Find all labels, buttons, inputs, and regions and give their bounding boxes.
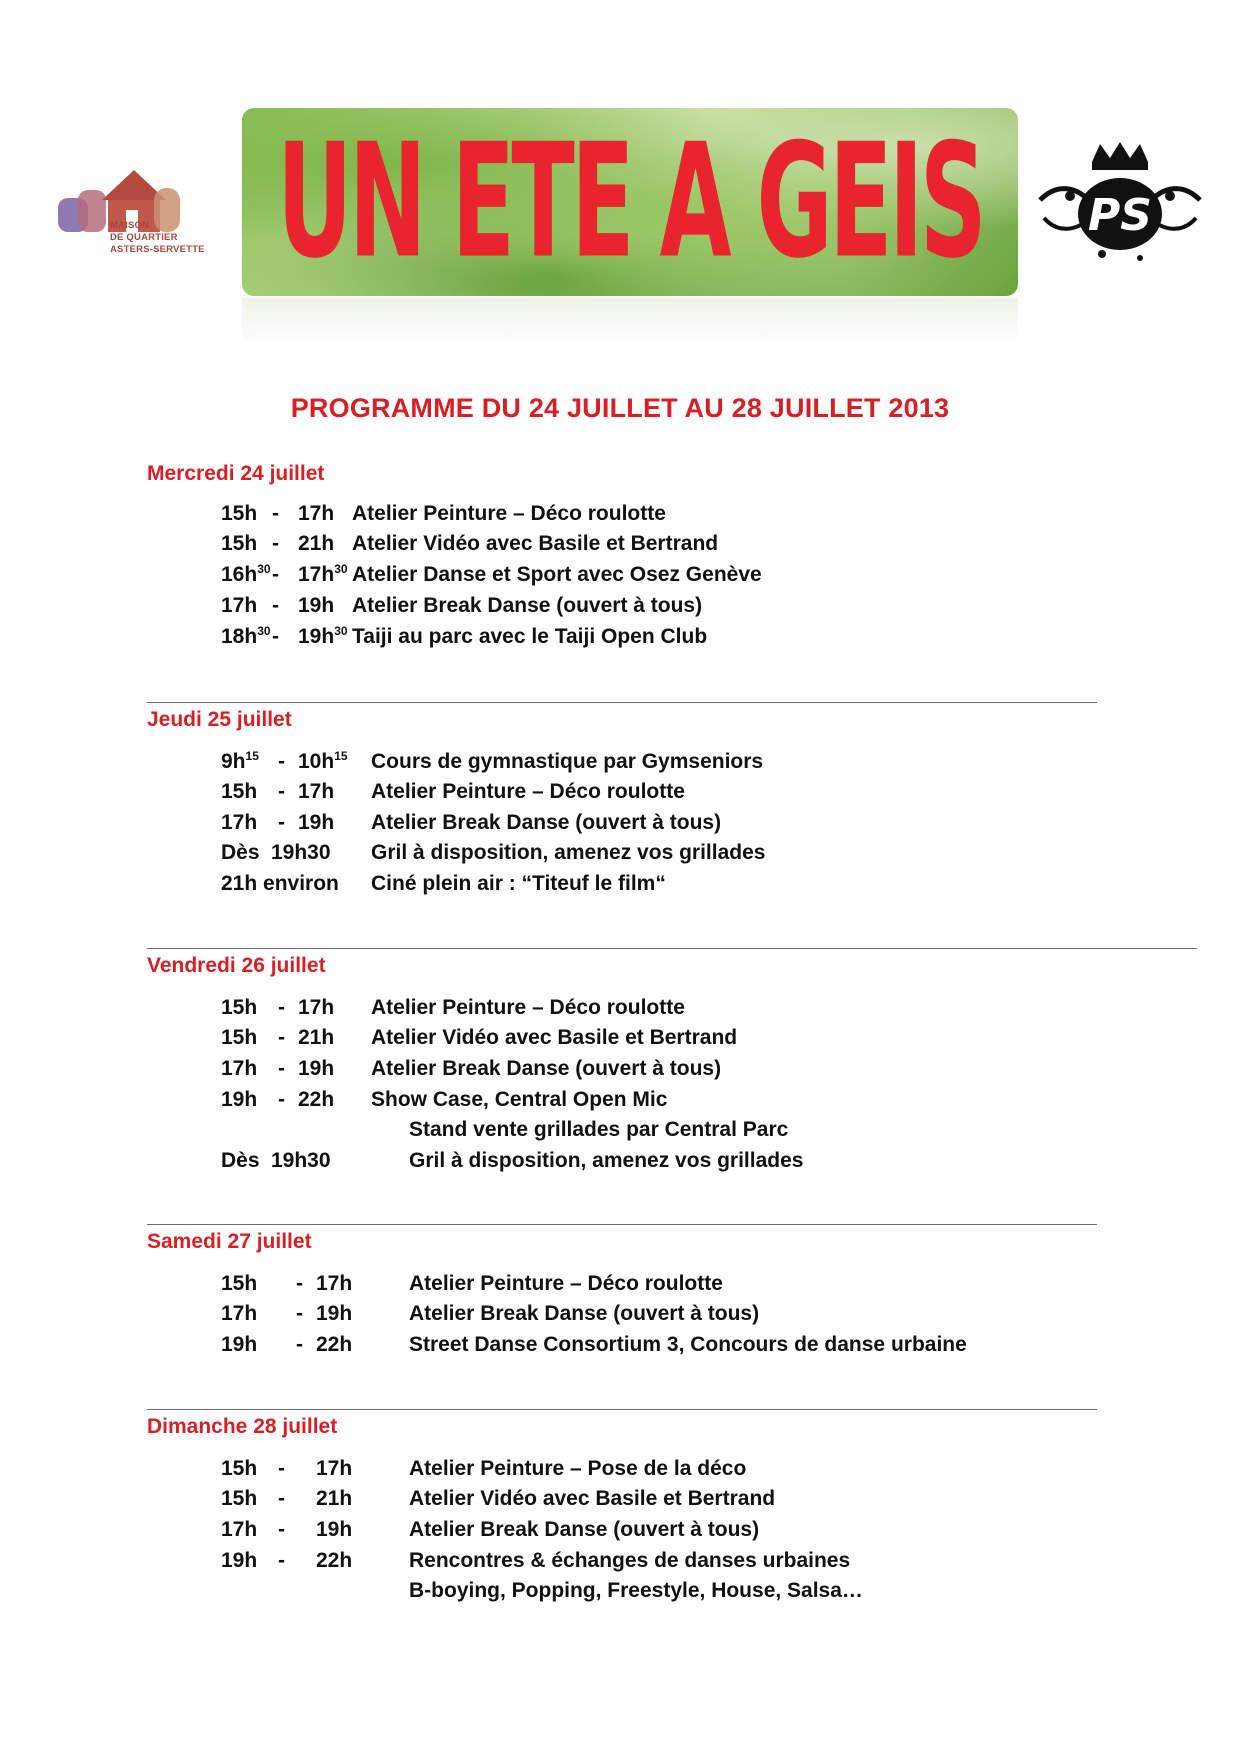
day-header: Mercredi 24 juillet bbox=[147, 462, 325, 485]
start-time: Dès bbox=[221, 1149, 260, 1172]
start-time: 15h bbox=[221, 1026, 258, 1049]
start-time: 15h bbox=[221, 1272, 258, 1295]
time-separator: - bbox=[278, 1518, 285, 1541]
page-title: PROGRAMME DU 24 JUILLET AU 28 JUILLET 2013 bbox=[290, 393, 950, 423]
day-header: Vendredi 26 juillet bbox=[147, 954, 326, 977]
end-time: 17h bbox=[298, 996, 335, 1019]
start-time: 21h environ bbox=[221, 872, 339, 895]
activity-label: Atelier Peinture – Pose de la déco bbox=[409, 1457, 747, 1480]
banner-title: UN ETE A GEIS bbox=[276, 110, 984, 294]
activity-label: Atelier Break Danse (ouvert à tous) bbox=[409, 1518, 760, 1541]
end-time: 17h bbox=[316, 1457, 353, 1480]
activity-label: Atelier Break Danse (ouvert à tous) bbox=[371, 811, 722, 834]
activity-label: Atelier Vidéo avec Basile et Bertrand bbox=[371, 1026, 738, 1049]
time-separator: - bbox=[272, 502, 279, 525]
activity-label: Atelier Peinture – Déco roulotte bbox=[409, 1272, 723, 1295]
activity-label: Show Case, Central Open Mic bbox=[371, 1088, 668, 1111]
start-time-minutes: 15 bbox=[245, 749, 259, 763]
end-time: 21h bbox=[298, 1026, 335, 1049]
ps-logo bbox=[1030, 140, 1210, 280]
end-time: 19h bbox=[316, 1518, 353, 1541]
time-separator: - bbox=[296, 1333, 303, 1356]
activity-label: Atelier Vidéo avec Basile et Bertrand bbox=[409, 1487, 776, 1510]
end-time: 17h bbox=[298, 780, 335, 803]
time-separator: - bbox=[278, 996, 285, 1019]
ps-crown-logo-icon bbox=[1030, 140, 1210, 280]
start-time: 15h bbox=[221, 780, 258, 803]
end-time: $17h^{30}$ bbox=[298, 562, 348, 586]
activity-label: Atelier Danse et Sport avec Osez Genève bbox=[352, 563, 762, 586]
maison-quartier-label: MAISON DE QUARTIER ASTERS-SERVETTE bbox=[110, 220, 205, 255]
start-time: 15h bbox=[221, 996, 258, 1019]
end-time: 22h bbox=[316, 1549, 353, 1572]
start-time: 15h bbox=[221, 1487, 258, 1510]
activity-label: Atelier Break Danse (ouvert à tous) bbox=[352, 594, 703, 617]
time-separator: - bbox=[278, 1026, 285, 1049]
end-time-minutes: 15 bbox=[334, 749, 348, 763]
start-time: 19h bbox=[221, 1333, 258, 1356]
end-time: 21h bbox=[316, 1487, 353, 1510]
day-header: Jeudi 25 juillet bbox=[147, 708, 292, 731]
end-time: 22h bbox=[316, 1333, 353, 1356]
start-time-minutes: 30 bbox=[257, 562, 271, 576]
end-time: 17h bbox=[298, 502, 335, 525]
start-time: 15h bbox=[221, 532, 258, 555]
activity-label: Gril à disposition, amenez vos grillades bbox=[371, 841, 766, 864]
end-time: 19h30 bbox=[271, 841, 331, 864]
start-time: $9h^{15}$ bbox=[221, 749, 259, 773]
end-time-minutes: 30 bbox=[334, 562, 348, 576]
end-time: 19h30 bbox=[271, 1149, 331, 1172]
end-time: 21h bbox=[298, 532, 335, 555]
end-time: 17h bbox=[316, 1272, 353, 1295]
start-time: 19h bbox=[221, 1088, 258, 1111]
time-separator: - bbox=[272, 563, 279, 586]
day-header: Dimanche 28 juillet bbox=[147, 1415, 338, 1438]
activity-label: Atelier Peinture – Déco roulotte bbox=[371, 780, 685, 803]
time-separator: - bbox=[278, 1057, 285, 1080]
time-separator: - bbox=[278, 1457, 285, 1480]
day-separator bbox=[147, 1409, 1097, 1410]
banner-image bbox=[242, 108, 1018, 296]
start-time: 15h bbox=[221, 1457, 258, 1480]
activity-label: Atelier Vidéo avec Basile et Bertrand bbox=[352, 532, 719, 555]
end-time: 19h bbox=[298, 811, 335, 834]
time-separator: - bbox=[272, 594, 279, 617]
time-separator: - bbox=[272, 625, 279, 648]
time-separator: - bbox=[296, 1272, 303, 1295]
time-separator: - bbox=[278, 811, 285, 834]
start-time: $16h^{30}$ bbox=[221, 562, 271, 586]
time-separator: - bbox=[278, 750, 285, 773]
time-separator: - bbox=[296, 1302, 303, 1325]
time-separator: - bbox=[278, 1549, 285, 1572]
start-time: 15h bbox=[221, 502, 258, 525]
day-header: Samedi 27 juillet bbox=[147, 1230, 312, 1253]
banner-reflection bbox=[242, 298, 1018, 346]
end-time: $19h^{30}$ bbox=[298, 624, 348, 648]
activity-label: Taiji au parc avec le Taiji Open Club bbox=[352, 625, 708, 648]
activity-label: Ciné plein air : “Titeuf le film“ bbox=[371, 872, 666, 895]
svg-text:PS: PS bbox=[1088, 190, 1152, 241]
end-time: 19h bbox=[316, 1302, 353, 1325]
start-time: 17h bbox=[221, 594, 258, 617]
activity-label: Atelier Break Danse (ouvert à tous) bbox=[409, 1302, 760, 1325]
activity-label: Street Danse Consortium 3, Concours de danse urbaine bbox=[409, 1333, 967, 1356]
end-time-minutes: 30 bbox=[334, 624, 348, 638]
start-time: 17h bbox=[221, 1302, 258, 1325]
maison-quartier-logo bbox=[34, 150, 212, 268]
activity-label: Atelier Peinture – Déco roulotte bbox=[371, 996, 685, 1019]
time-separator: - bbox=[272, 532, 279, 555]
activity-label: Stand vente grillades par Central Parc bbox=[409, 1118, 789, 1141]
day-separator bbox=[147, 1224, 1097, 1225]
start-time-minutes: 30 bbox=[257, 624, 271, 638]
time-separator: - bbox=[278, 1088, 285, 1111]
end-time: $10h^{15}$ bbox=[298, 749, 348, 773]
activity-label: Rencontres & échanges de danses urbaines bbox=[409, 1549, 851, 1572]
day-separator bbox=[147, 702, 1097, 703]
activity-label: B-boying, Popping, Freestyle, House, Salsa… bbox=[409, 1579, 863, 1602]
time-separator: - bbox=[278, 1487, 285, 1510]
start-time: $18h^{30}$ bbox=[221, 624, 271, 648]
day-separator bbox=[147, 948, 1197, 949]
start-time: 19h bbox=[221, 1549, 258, 1572]
start-time: 17h bbox=[221, 811, 258, 834]
start-time: 17h bbox=[221, 1057, 258, 1080]
start-time: 17h bbox=[221, 1518, 258, 1541]
activity-label: Gril à disposition, amenez vos grillades bbox=[409, 1149, 804, 1172]
activity-label: Cours de gymnastique par Gymseniors bbox=[371, 750, 764, 773]
activity-label: Atelier Peinture – Déco roulotte bbox=[352, 502, 666, 525]
time-separator: - bbox=[278, 780, 285, 803]
start-time: Dès bbox=[221, 841, 260, 864]
end-time: 22h bbox=[298, 1088, 335, 1111]
end-time: 19h bbox=[298, 1057, 335, 1080]
activity-label: Atelier Break Danse (ouvert à tous) bbox=[371, 1057, 722, 1080]
end-time: 19h bbox=[298, 594, 335, 617]
